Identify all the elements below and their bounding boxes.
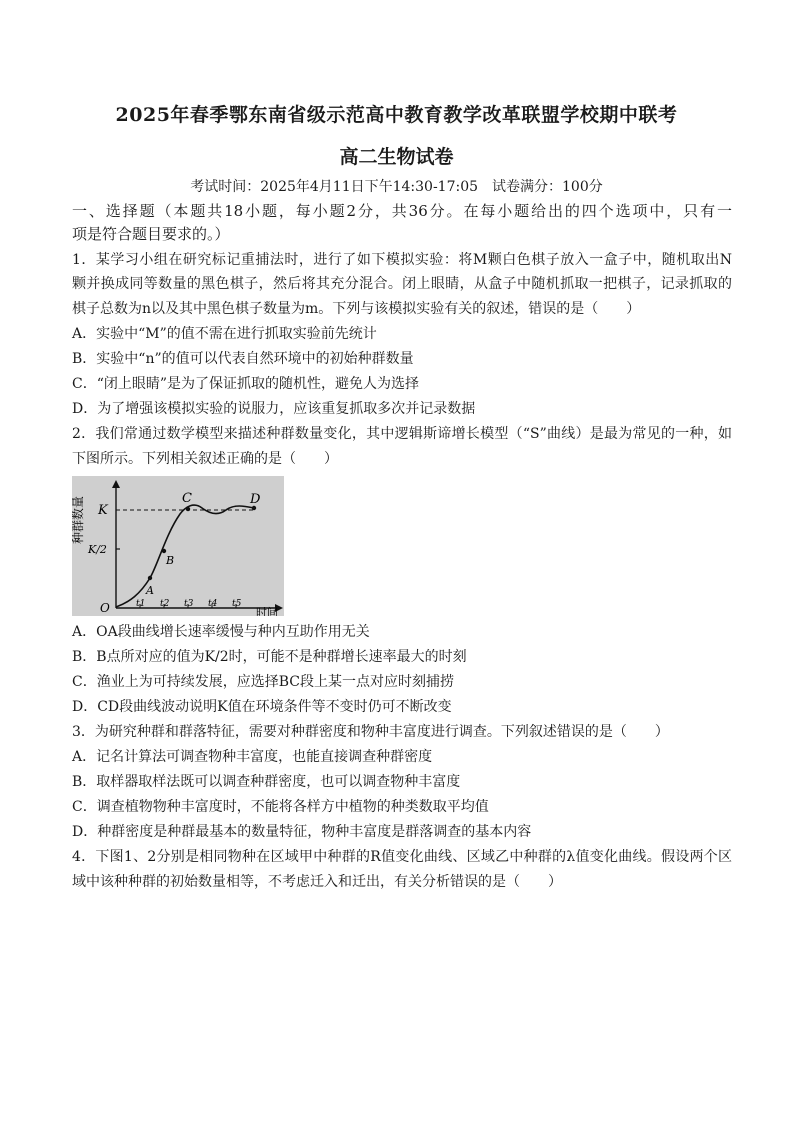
q1-option-d: D．为了增强该模拟实验的说服力，应该重复抓取多次并记录数据 <box>72 401 476 417</box>
q1-option-a: A．实验中“M”的值不需在进行抓取实验前先统计 <box>72 326 377 342</box>
section-heading: 一、选择题（本题共18小题，每小题2分，共36分。在每小题给出的四个选项中，只有一 <box>72 202 732 220</box>
x-tick-label: t2 <box>160 599 170 609</box>
q2-stem: 下图所示。下列相关叙述正确的是（ ） <box>72 451 338 467</box>
section-heading-cont: 项是符合题目要求的。） <box>72 225 230 243</box>
point-d-label: D <box>250 492 261 507</box>
origin-label: O <box>100 601 110 615</box>
q2-option-a: A．OA段曲线增长速率缓慢与种内互助作用无关 <box>72 624 370 640</box>
q1-stem: 棋子总数为n以及其中黑色棋子数量为m。下列与该模拟实验有关的叙述，错误的是（ ） <box>72 301 641 317</box>
point-a-marker <box>148 576 152 580</box>
s-curve-graph <box>72 476 284 616</box>
q3-option-a: A．记名计算法可调查物种丰富度，也能直接调查种群密度 <box>72 749 433 765</box>
q3-option-b: B．取样器取样法既可以调查种群密度，也可以调查物种丰富度 <box>72 774 461 790</box>
exam-info: 考试时间：2025年4月11日下午14:30-17:05 试卷满分：100分 <box>190 179 603 195</box>
y-axis-label: 种群数量 <box>72 495 85 545</box>
point-c-marker <box>186 507 190 511</box>
q1-stem: 颗并换成同等数量的黑色棋子，然后将其充分混合。闭上眼睛，从盒子中随机抓取一把棋子，记录抓取的 <box>72 276 732 292</box>
q2-option-d: D．CD段曲线波动说明K值在环境条件等不变时仍可不断改变 <box>72 699 452 715</box>
point-b-label: B <box>166 554 175 567</box>
x-tick-label: t4 <box>208 599 218 609</box>
x-tick-label: t3 <box>184 599 194 609</box>
q1-option-c: C．“闭上眼睛”是为了保证抓取的随机性，避免人为选择 <box>72 376 420 392</box>
q2-option-b: B．B点所对应的值为K/2时，可能不是种群增长速率最大的时刻 <box>72 649 467 665</box>
exam-subtitle: 高二生物试卷 <box>339 146 454 168</box>
k-label: K <box>98 503 108 518</box>
q2-stem: 2．我们常通过数学模型来描述种群数量变化，其中逻辑斯谛增长模型（“S”曲线）是最为常见的一种，如 <box>72 426 732 442</box>
x-axis-label: 时间 <box>256 606 278 616</box>
q4-stem: 4．下图1、2分别是相同物种在区域甲中种群的R值变化曲线、区域乙中种群的λ值变化曲线。假设两个区 <box>72 849 732 865</box>
point-b-marker <box>162 549 166 553</box>
q3-option-d: D．种群密度是种群最基本的数量特征，物种丰富度是群落调查的基本内容 <box>72 824 532 840</box>
q4-stem: 域中该种种群的初始数量相等，不考虑迁入和迁出，有关分析错误的是（ ） <box>72 874 562 890</box>
q2-option-c: C．渔业上为可持续发展，应选择BC段上某一点对应时刻捕捞 <box>72 674 454 690</box>
q3-option-c: C．调查植物物种丰富度时，不能将各样方中植物的种类数取平均值 <box>72 799 489 815</box>
point-c-label: C <box>182 491 192 506</box>
half-k-label: K/2 <box>88 543 107 556</box>
x-tick-label: t1 <box>136 599 146 609</box>
exam-title: 2025年春季鄂东南省级示范高中教育教学改革联盟学校期中联考 <box>115 104 678 126</box>
q1-stem: 1．某学习小组在研究标记重捕法时，进行了如下模拟实验：将M颗白色棋子放入一盒子中，随机取出N <box>72 252 732 268</box>
s-curve-figure <box>72 476 284 616</box>
x-tick-label: t5 <box>232 599 242 609</box>
point-a-label: A <box>146 584 154 597</box>
q3-stem: 3．为研究种群和群落特征，需要对种群密度和物种丰富度进行调查。下列叙述错误的是（ ） <box>72 724 669 740</box>
q1-option-b: B．实验中“n”的值可以代表自然环境中的初始种群数量 <box>72 351 414 367</box>
